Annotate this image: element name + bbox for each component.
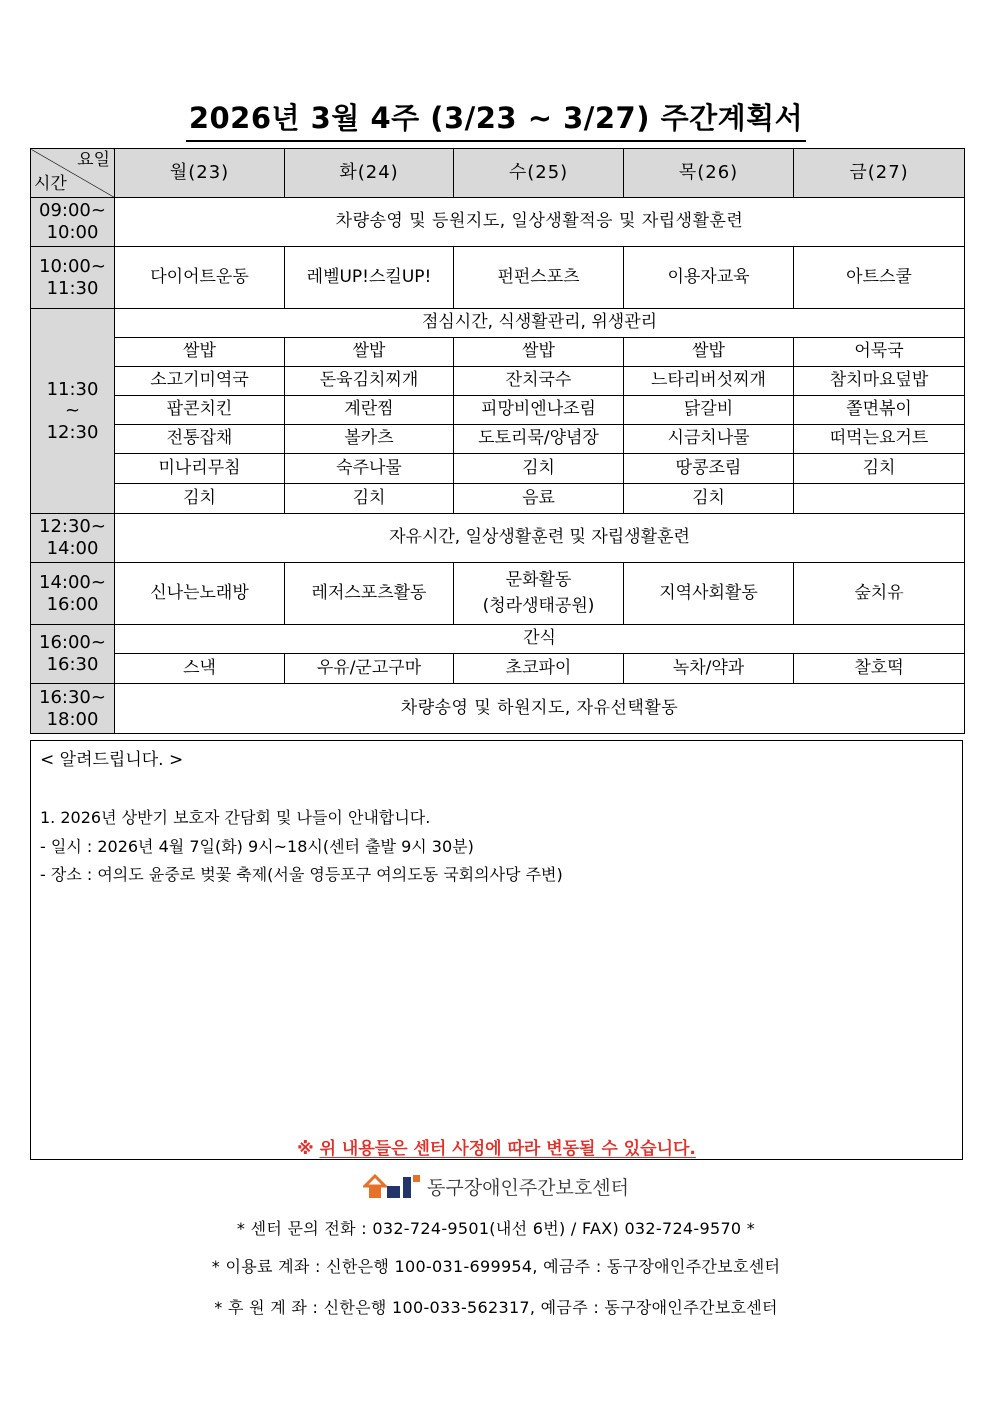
menu-item: 피망비엔나조림 (454, 396, 624, 425)
menu-item: 시금치나물 (624, 425, 794, 454)
activity-tue: 레벨UP!스킬UP! (285, 247, 454, 309)
menu-item: 김치 (624, 484, 794, 514)
menu-row (31, 484, 965, 514)
time-end: 16:00 (46, 593, 99, 615)
snack-thu: 녹차/약과 (624, 654, 794, 684)
notice-line: - 장소 : 여의도 윤중로 벚꽃 축제(서울 영등포구 여의도동 국회의사당 주변) (40, 865, 563, 884)
lunch-heading: 점심시간, 식생활관리, 위생관리 (115, 309, 965, 338)
menu-item: 김치 (794, 454, 965, 484)
menu-row (31, 338, 965, 367)
page-title (0, 96, 992, 142)
activity-mon: 다이어트운동 (115, 247, 285, 309)
time-start: 09:00~ (39, 200, 106, 222)
menu-item: 계란찜 (285, 396, 454, 425)
notice-line: 1. 2026년 상반기 보호자 간담회 및 나들이 안내합니다. (40, 808, 431, 827)
activity-span: 자유시간, 일상생활훈련 및 자립생활훈련 (115, 514, 965, 563)
menu-item: 음료 (454, 484, 624, 514)
house-logo-icon (363, 1172, 421, 1200)
menu-item: 닭갈비 (624, 396, 794, 425)
menu-item: 김치 (115, 484, 285, 514)
time-cell (31, 247, 115, 309)
snack-tue: 우유/군고구마 (285, 654, 454, 684)
activity-wed-title: 문화활동 (505, 569, 572, 590)
menu-item: 참치마요덮밥 (794, 367, 965, 396)
menu-row (31, 454, 965, 484)
time-tilde: ~ (64, 400, 81, 422)
menu-row (31, 396, 965, 425)
menu-item (794, 484, 965, 514)
time-start: 14:00~ (39, 571, 106, 593)
time-start: 16:30~ (39, 686, 106, 708)
header-row (31, 149, 965, 198)
time-cell (31, 309, 115, 514)
menu-item: 떠먹는요거트 (794, 425, 965, 454)
snack-wed: 초코파이 (454, 654, 624, 684)
activity-wed-subtitle: (청라생태공원) (482, 595, 595, 616)
page-title-text: 2026년 3월 4주 (3/23 ~ 3/27) 주간계획서 (186, 96, 806, 142)
notice-warning (31, 1134, 962, 1159)
footer-phone: * 센터 문의 전화 : 032-724-9501(내선 6번) / FAX) 032-724-9570 * (236, 1219, 756, 1238)
menu-row (31, 367, 965, 396)
snack-row (31, 654, 965, 684)
time-start: 12:30~ (39, 516, 106, 538)
row-0900 (31, 198, 965, 247)
time-start: 10:00~ (39, 255, 106, 277)
time-cell (31, 684, 115, 734)
menu-item: 돈육김치찌개 (285, 367, 454, 396)
corner-cell (31, 149, 115, 198)
time-end: 11:30 (46, 277, 99, 299)
logo-text: 동구장애인주간보호센터 (427, 1176, 629, 1199)
row-1630 (31, 684, 965, 734)
snack-fri: 찰호떡 (794, 654, 965, 684)
menu-item: 잔치국수 (454, 367, 624, 396)
menu-item: 도토리묵/양념장 (454, 425, 624, 454)
time-end: 14:00 (46, 538, 99, 559)
activity-fri: 아트스쿨 (794, 247, 965, 309)
row-1230 (31, 514, 965, 563)
menu-item: 미나리무침 (115, 454, 285, 484)
row-snack-heading (31, 625, 965, 654)
day-header-thu: 목(26) (624, 149, 794, 198)
menu-row (31, 425, 965, 454)
menu-item: 땅콩조림 (624, 454, 794, 484)
warning-text: 위 내용들은 센터 사정에 따라 변동될 수 있습니다. (319, 1139, 696, 1159)
menu-item: 쌀밥 (624, 338, 794, 367)
center-logo (0, 1172, 992, 1204)
time-start: 16:00~ (39, 632, 106, 654)
menu-item: 김치 (285, 484, 454, 514)
time-start: 11:30 (46, 378, 99, 400)
time-cell (31, 198, 115, 247)
menu-item: 쌀밥 (285, 338, 454, 367)
menu-item: 숙주나물 (285, 454, 454, 484)
menu-item: 어묵국 (794, 338, 965, 367)
menu-item: 팝콘치킨 (115, 396, 285, 425)
row-lunch-heading (31, 309, 965, 338)
notice-heading: < 알려드립니다. > (40, 750, 184, 770)
day-header-mon: 월(23) (115, 149, 285, 198)
weekly-schedule-table (30, 148, 965, 734)
activity-wed: 펀펀스포츠 (454, 247, 624, 309)
snack-heading: 간식 (115, 625, 965, 654)
time-end: 16:30 (46, 654, 99, 675)
time-end: 10:00 (46, 222, 99, 243)
snack-mon: 스낵 (115, 654, 285, 684)
day-header-tue: 화(24) (285, 149, 454, 198)
activity-span: 차량송영 및 등원지도, 일상생활적응 및 자립생활훈련 (115, 198, 965, 247)
activity-mon: 신나는노래방 (115, 563, 285, 625)
corner-time-label: 시간 (34, 174, 67, 195)
menu-item: 쫄면볶이 (794, 396, 965, 425)
warning-mark: ※ (297, 1139, 314, 1159)
row-1400 (31, 563, 965, 625)
corner-day-label: 요일 (77, 150, 110, 170)
time-cell (31, 625, 115, 684)
menu-item: 소고기미역국 (115, 367, 285, 396)
time-cell (31, 514, 115, 563)
day-header-fri: 금(27) (794, 149, 965, 198)
time-cell (31, 563, 115, 625)
menu-item: 전통잡채 (115, 425, 285, 454)
time-end: 18:00 (46, 708, 99, 730)
time-end: 12:30 (46, 421, 99, 443)
activity-tue: 레저스포츠활동 (285, 563, 454, 625)
activity-wed (454, 563, 624, 625)
menu-item: 볼카츠 (285, 425, 454, 454)
menu-item: 쌀밥 (454, 338, 624, 367)
footer-donation-account: * 후 원 계 좌 : 신한은행 100-033-562317, 예금주 : 동구장애인주간보호센터 (214, 1298, 778, 1317)
menu-item: 김치 (454, 454, 624, 484)
activity-fri: 숲치유 (794, 563, 965, 625)
menu-item: 느타리버섯찌개 (624, 367, 794, 396)
notice-box (30, 740, 963, 1160)
activity-thu: 이용자교육 (624, 247, 794, 309)
footer-fee-account: * 이용료 계좌 : 신한은행 100-031-699954, 예금주 : 동구장애인주간보호센터 (211, 1257, 781, 1276)
day-header-wed: 수(25) (454, 149, 624, 198)
notice-line: - 일시 : 2026년 4월 7일(화) 9시~18시(센터 출발 9시 30분) (40, 837, 474, 856)
menu-item: 쌀밥 (115, 338, 285, 367)
activity-thu: 지역사회활동 (624, 563, 794, 625)
row-1000 (31, 247, 965, 309)
activity-span: 차량송영 및 하원지도, 자유선택활동 (115, 684, 965, 734)
